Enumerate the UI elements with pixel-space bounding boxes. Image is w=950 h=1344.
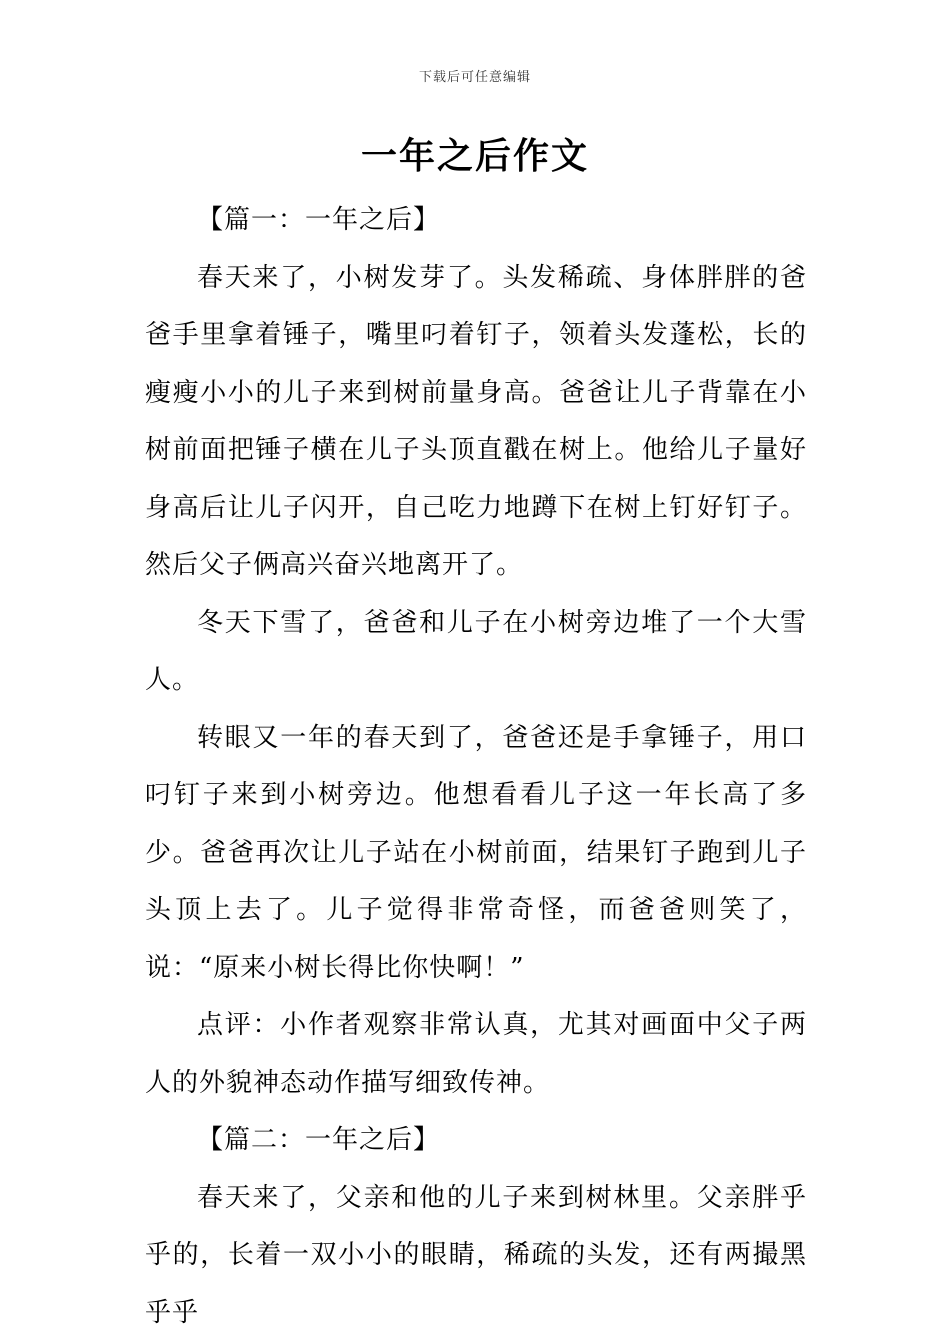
paragraph: 冬天下雪了，爸爸和儿子在小树旁边堆了一个大雪人。: [145, 607, 807, 695]
page-title: 一年之后作文: [360, 136, 589, 177]
paragraph: 转眼又一年的春天到了，爸爸还是手拿锤子，用口叼钉子来到小树旁边。他想看看儿子这一年长高了多少。爸爸再次让儿子站在小树前面，结果钉子跑到儿子头顶上去了。儿子觉得非常奇怪，而爸爸则笑了，说：“原来小树长得比你快啊！”: [145, 722, 807, 983]
section-heading-2: 【篇二：一年之后】: [197, 1125, 441, 1155]
header-note: 下载后可任意编辑: [418, 70, 531, 85]
section-heading-1: 【篇一：一年之后】: [197, 205, 441, 235]
paragraph: 春天来了，小树发芽了。头发稀疏、身体胖胖的爸爸手里拿着锤子，嘴里叼着钉子，领着头发蓬松，长的瘦瘦小小的儿子来到树前量身高。爸爸让儿子背靠在小树前面把锤子横在儿子头顶直戳在树上。他给儿子量好身高后让儿子闪开，自己吃力地蹲下在树上钉好钉子。然后父子俩高兴奋兴地离开了。: [145, 262, 807, 580]
paragraph: 春天来了，父亲和他的儿子来到树林里。父亲胖乎乎的，长着一双小小的眼睛，稀疏的头发，还有两撮黑乎乎: [145, 1182, 807, 1328]
review-paragraph: 点评：小作者观察非常认真，尤其对画面中父子两人的外貌神态动作描写细致传神。: [145, 1010, 807, 1098]
essay-body: [145, 192, 807, 1342]
